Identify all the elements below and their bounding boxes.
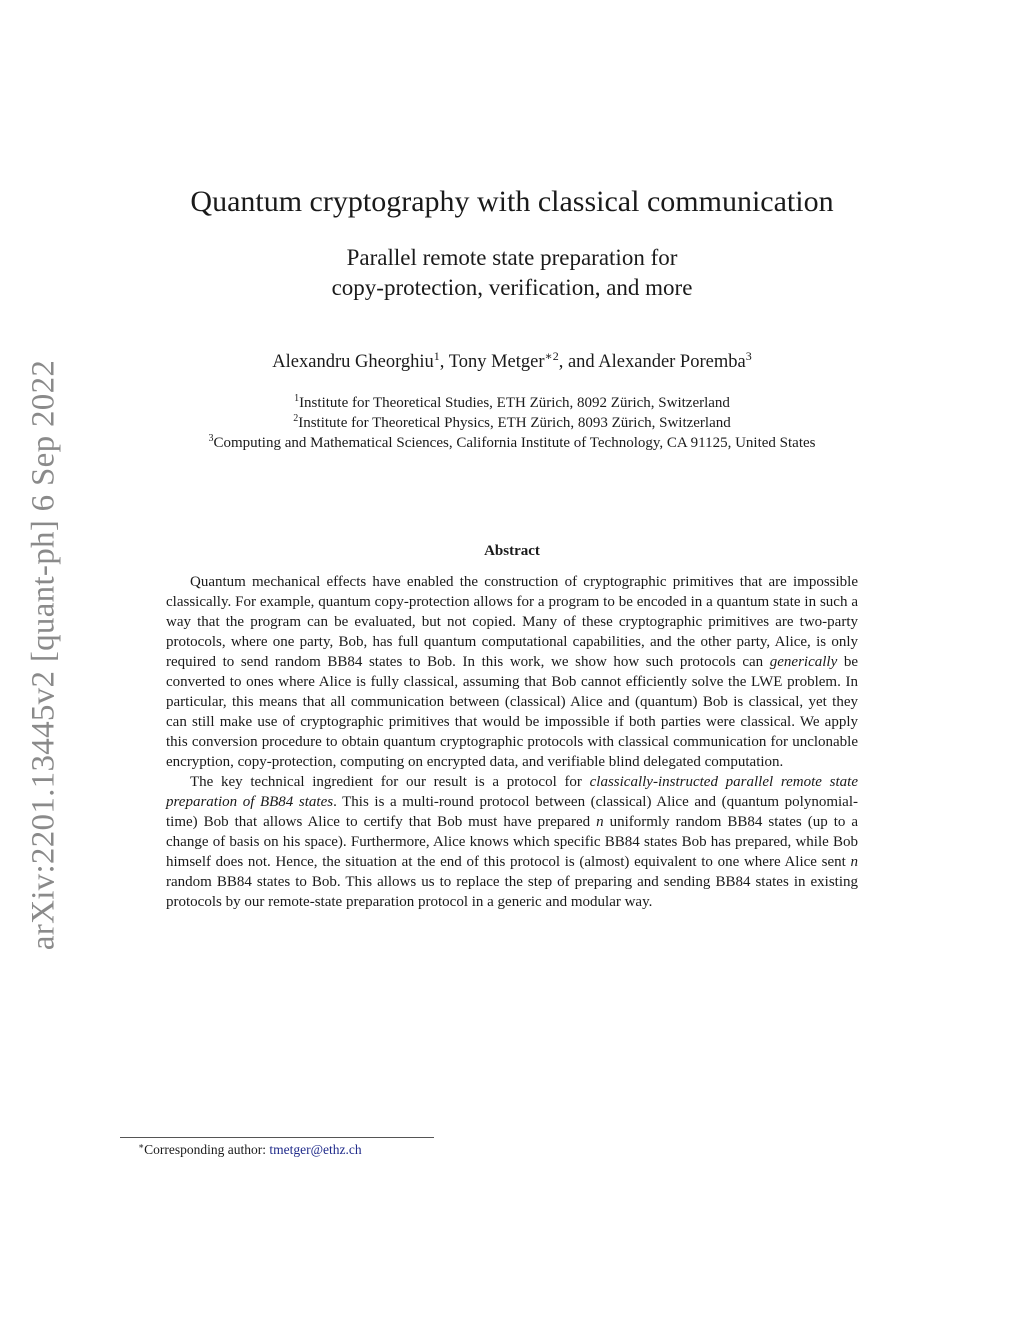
- affiliation-list: [0, 393, 1024, 453]
- author-separator: ,: [439, 352, 449, 372]
- author-affiliation-mark: ∗2: [544, 349, 559, 363]
- author-separator: , and: [558, 352, 599, 372]
- author-name: Alexander Poremba: [598, 352, 746, 372]
- abstract-emphasis: generically: [769, 654, 838, 670]
- subtitle-line-1: Parallel remote state preparation for: [346, 245, 678, 270]
- affiliation-text: Institute for Theoretical Studies, ETH Zürich, 8092 Zürich, Switzerland: [299, 395, 730, 411]
- affiliation-line: [0, 413, 1024, 433]
- affiliation-number: 3: [208, 433, 214, 444]
- abstract-text: be converted to ones where Alice is fully classical, assuming that Bob cannot efficiently solve the LWE problem. In particular, this means that all communication between (classical) Alice and (quantum) Bob is classical, yet they can still make use of cryptographic primitives that would be impossible if both parties were classical. We apply this conversion procedure to obtain quantum cryptographic protocols with classical communication for unclonable encryption, copy-protection, computing on encrypted data, and verifiable blind delegated computation.: [166, 654, 858, 770]
- abstract-text: Quantum mechanical effects have enabled the construction of cryptographic primitives that are impossible classically. For example, quantum copy-protection allows for a program to be encoded in a quantum state in such a way that the program can be evaluated, but not copied. Many of these cryptographic primitives are two-party protocols, where one party, Bob, has full quantum computational capabilities, and the other party, Alice, is only required to send random BB84 states to Bob. In this work, we show how such protocols can: [166, 574, 858, 670]
- affiliation-number: 1: [294, 393, 300, 404]
- abstract-body: [166, 572, 858, 912]
- footnote-mark: ∗: [138, 1141, 145, 1151]
- abstract-heading: Abstract: [484, 543, 540, 559]
- abstract-text: . This is a multi-round protocol between (classical) Alice and (quantum polynomial-time) Bob that allows Alice to certify that Bob must have prepared: [166, 794, 858, 830]
- arxiv-identifier-stamp: arXiv:2201.13445v2 [quant-ph] 6 Sep 2022: [25, 359, 62, 951]
- author-affiliation-mark: 1: [433, 349, 440, 363]
- abstract-emphasis: classically-instructed parallel remote state preparation of BB84 states: [166, 774, 858, 810]
- footnote-label: Corresponding author:: [144, 1142, 270, 1157]
- author-name: Alexandru Gheorghiu: [272, 352, 434, 372]
- math-variable-n: n: [596, 814, 604, 830]
- author-list: [0, 349, 1024, 375]
- corresponding-author-email-link[interactable]: tmetger@ethz.ch: [269, 1142, 362, 1157]
- affiliation-line: [0, 393, 1024, 413]
- footnote-divider: [120, 1137, 434, 1138]
- affiliation-text: Institute for Theoretical Physics, ETH Zürich, 8093 Zürich, Switzerland: [298, 415, 731, 431]
- abstract-text: uniformly random BB84 states (up to a change of basis on his space). Furthermore, Alice knows which specific BB84 states Bob has prepared, while Bob himself does not. Hence, the situation at the end of this protocol is (almost) equivalent to one where Alice sent: [166, 814, 859, 870]
- abstract-paragraph-2: [166, 772, 858, 912]
- author-name: Tony Metger: [448, 352, 545, 372]
- abstract-paragraph-1: [166, 572, 858, 772]
- affiliation-number: 2: [293, 413, 299, 424]
- author-affiliation-mark: 3: [745, 349, 752, 363]
- corresponding-author-footnote: [138, 1141, 362, 1159]
- abstract-text: random BB84 states to Bob. This allows us to replace the step of preparing and sending BB84 states in existing protocols by our remote-state preparation protocol in a generic and modular way.: [166, 874, 858, 910]
- abstract-text: The key technical ingredient for our result is a protocol for: [190, 774, 590, 790]
- paper-subtitle: [0, 243, 1024, 303]
- math-variable-n: n: [850, 854, 858, 870]
- subtitle-line-2: copy-protection, verification, and more: [331, 275, 693, 300]
- affiliation-line: [0, 433, 1024, 453]
- paper-title: Quantum cryptography with classical communication: [190, 185, 834, 218]
- affiliation-text: Computing and Mathematical Sciences, California Institute of Technology, CA 91125, United States: [213, 435, 816, 451]
